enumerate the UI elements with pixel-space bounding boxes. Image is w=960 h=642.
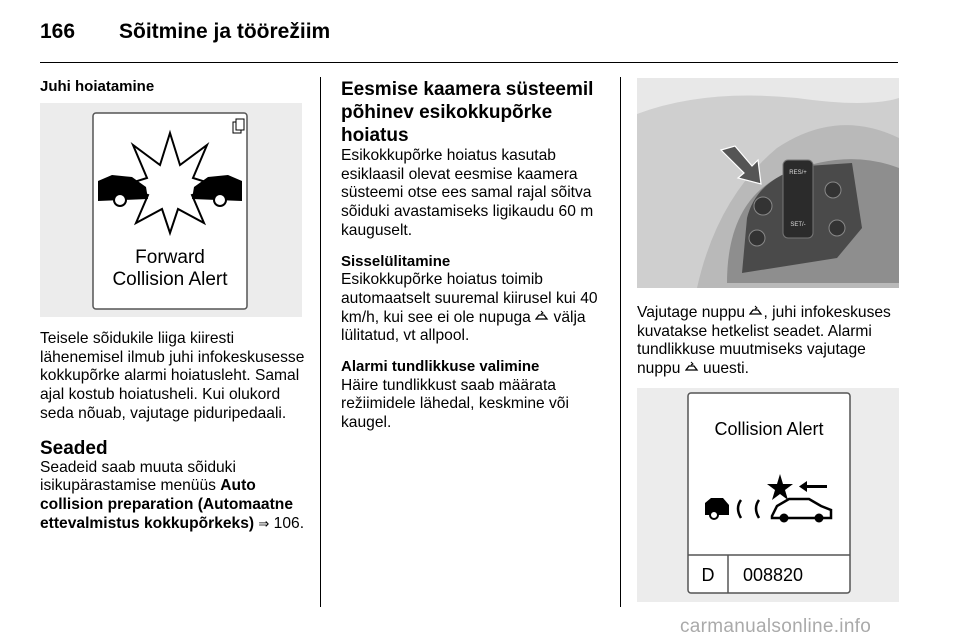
column-1 [40, 78, 308, 97]
alert-line-1: Forward [135, 247, 205, 268]
column-3-text [637, 304, 907, 379]
page-number: 166 [40, 20, 76, 43]
paragraph-activation: Esikokkupõrke hoiatus toimib automaatselt suuremal kiirusel kui 40 km/h, kui see ei ole nupuga välja lülitatud, vt allpool. [341, 271, 598, 345]
header-divider [40, 62, 898, 63]
cancel-button [749, 230, 765, 246]
subhead-sensitivity: Alarmi tundlikkuse valimine [341, 358, 540, 376]
display-title: Collision Alert [714, 419, 824, 439]
menu-name: Auto collision preparation (Automaatne ettevalmistus kokkupõrkeks) [40, 477, 293, 532]
paragraph-camera: Esikokkupõrke hoiatus kasutab esiklaasil olevat eesmise kaamera süsteemi otse ees samal rajal sõitva sõiduki avastamiseks ligikaudu 60 m kauguselt. [341, 147, 594, 239]
page-title: Sõitmine ja töörežiim [119, 20, 331, 43]
odometer-value: 008820 [742, 565, 804, 585]
subhead-activation: Sisselülitamine [341, 252, 451, 270]
right-button-top [825, 182, 841, 198]
page-reference: 106. [273, 514, 305, 532]
column-divider-2 [620, 77, 621, 607]
paragraph-warning: Teisele sõidukile liiga kiiresti lähenemisel ilmub juhi infokeskusesse kokkupõrke alarmi hoiatusleht. Samal ajal kostub hoiatusheli. Kui olukord seda nõuab, vajutage piduripedaali. [40, 330, 305, 422]
collision-alert-button-icon [685, 360, 699, 377]
alert-line-2: Collision Alert [112, 269, 228, 290]
collision-alert-button [754, 197, 772, 215]
button-set-label: SET/- [790, 222, 806, 228]
collision-alert-button-icon [749, 304, 763, 321]
collision-alert-button-icon [535, 309, 549, 326]
figure-steering-wheel [637, 78, 899, 288]
heading-front-camera: Eesmise kaamera süsteemil põhinev esikokkupõrke hoiatus [341, 79, 594, 146]
button-res-label: RES/+ [789, 170, 807, 176]
watermark: carmanualsonline.info [680, 616, 872, 637]
heading-settings: Seaded [40, 437, 108, 459]
paragraph-press-button: Vajutage nuppu , juhi infokeskuses kuvatakse hetkelist seadet. Alarmi tundlikkuse muutmiseks vajutage nuppu uuesti. [637, 304, 891, 378]
figure-forward-collision-alert [40, 103, 302, 317]
figure-collision-alert-display [637, 388, 899, 602]
gear-indicator: D [701, 565, 715, 585]
subhead-driver-warning: Juhi hoiatamine [40, 78, 155, 95]
column-1-body [40, 330, 308, 533]
cross-ref-arrow-icon: ⇒ [258, 515, 270, 531]
column-divider-1 [320, 77, 321, 607]
paragraph-settings: Seadeid saab muuta sõiduki isikupärastamise menüüs Auto collision preparation (Automaatne ettevalmistus kokkupõrkeks) ⇒ 106. [40, 458, 305, 532]
right-button-bottom [829, 220, 845, 236]
column-2 [341, 78, 611, 433]
paragraph-sensitivity: Häire tundlikkust saab määrata režiimidele lähedal, keskmine või kaugel. [341, 376, 569, 432]
